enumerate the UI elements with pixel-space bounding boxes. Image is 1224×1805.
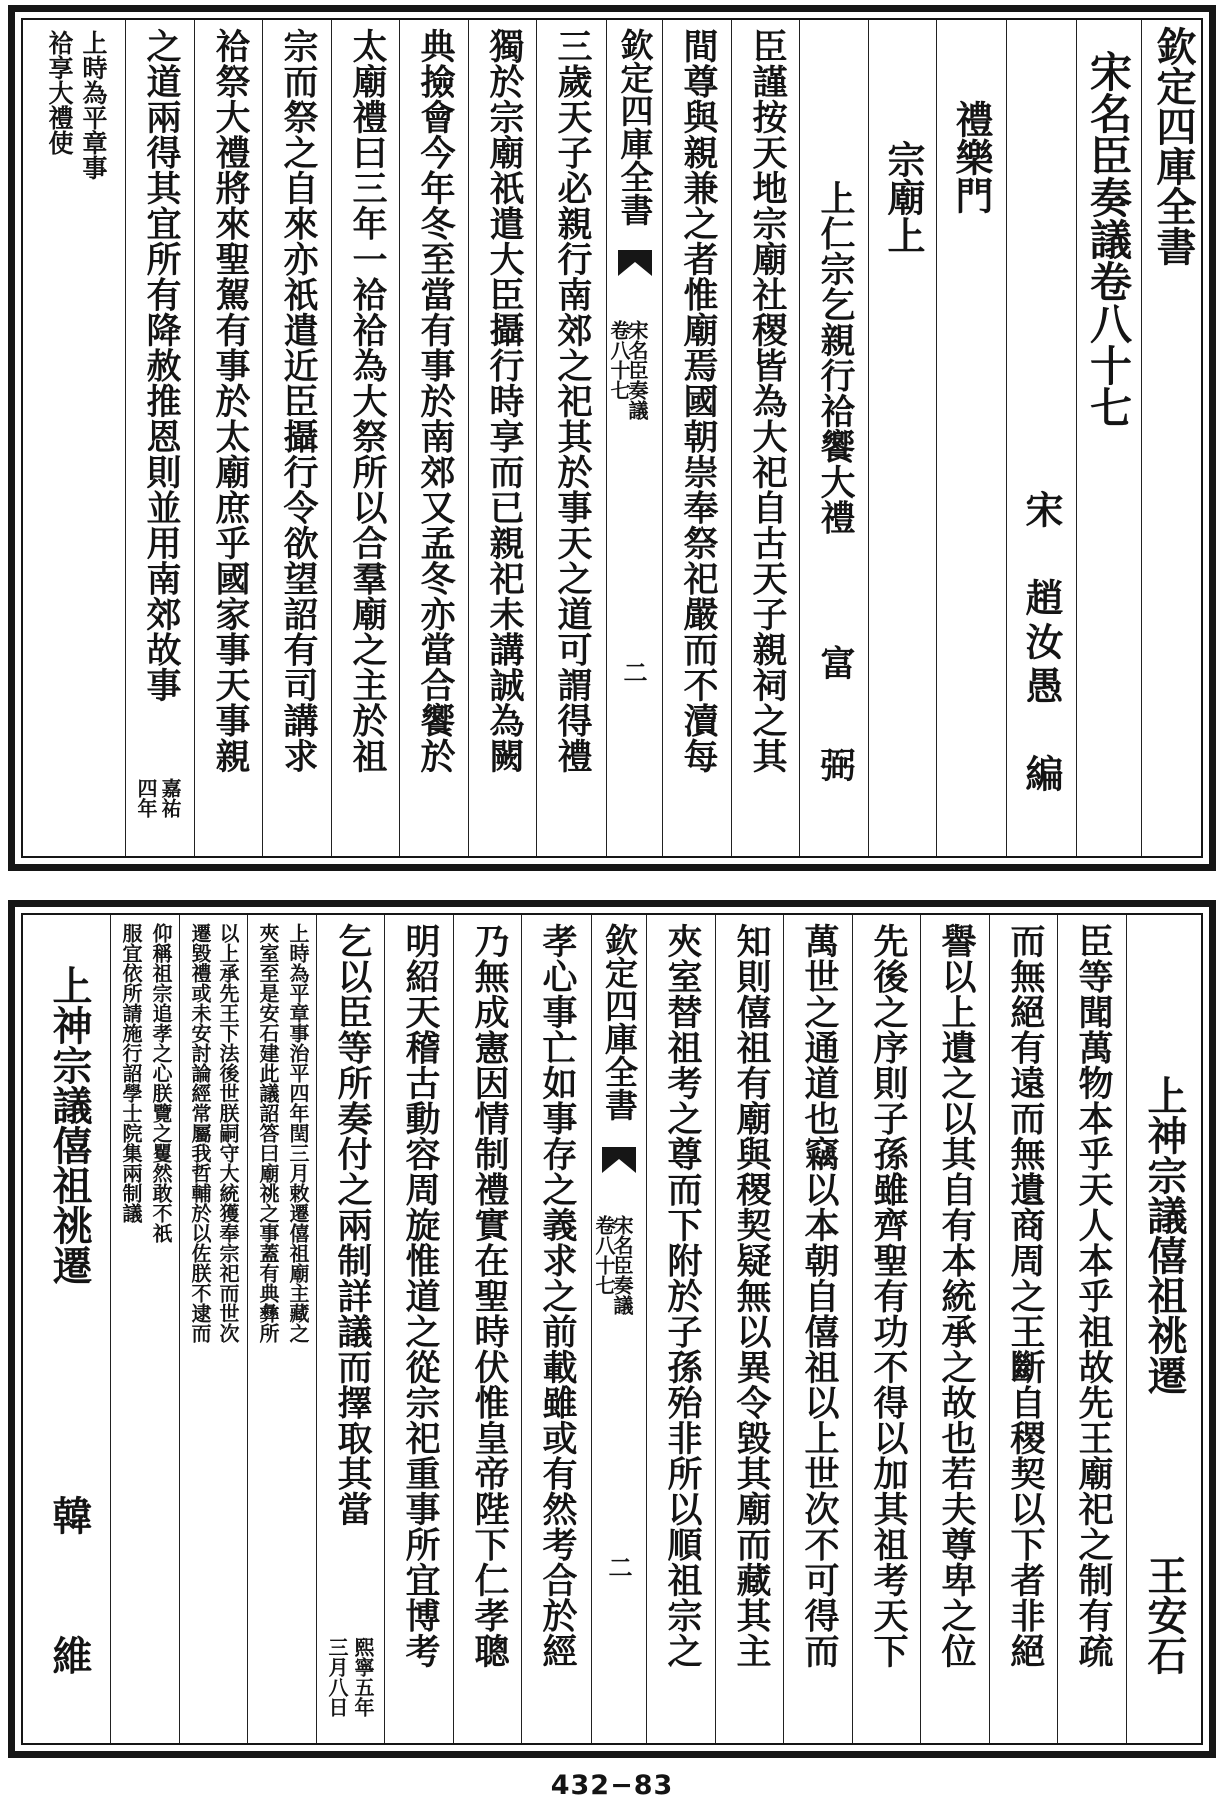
text-column <box>664 20 730 856</box>
text-column <box>333 20 398 856</box>
text-line: 宗而祭之自來亦祇遣近臣攝行令欲望詔有司講求 <box>278 28 319 774</box>
center-fold <box>593 915 645 1743</box>
text-column <box>523 915 589 1743</box>
column-divider <box>783 915 784 1743</box>
column-divider <box>852 915 853 1743</box>
column-divider <box>662 20 663 856</box>
text-column <box>648 915 714 1743</box>
column-divider <box>262 20 263 856</box>
text-line: 三歲天子必親行南郊之祀其於事天之道可謂得禮 <box>552 28 593 774</box>
center-book-name: 宋名臣奏議 <box>610 1215 634 1315</box>
column-divider <box>194 20 195 856</box>
text-line: 臣等聞萬物本乎天人本乎祖故先王廟祀之制有疏 <box>1073 923 1114 1669</box>
column-divider <box>316 915 317 1743</box>
annotation-column <box>181 915 246 1743</box>
annotation-column <box>249 915 315 1743</box>
memorial-title-column <box>801 20 867 856</box>
text-column <box>401 20 467 856</box>
annotation-line: 遷毀禮或未安討論經常屬我哲輔於以佐朕不逮而 <box>188 923 212 1343</box>
text-line: 知則僖祖有廟與稷契疑無以異令毀其廟而藏其主 <box>731 923 772 1669</box>
text-column <box>386 915 452 1743</box>
text-line: 臣謹按天地宗廟社稷皆為大祀自古天子親祠之其 <box>747 28 788 774</box>
column-divider <box>989 915 990 1743</box>
memorial-author: 王安石 <box>1141 1555 1188 1675</box>
column-divider <box>125 20 126 856</box>
center-banner: 欽定四庫全書 <box>615 28 655 226</box>
center-banner: 欽定四庫全書 <box>600 923 639 1121</box>
column-divider <box>1076 20 1077 856</box>
center-volume: 卷八十七 <box>607 320 631 400</box>
text-line: 之道兩得其宜所有降赦推恩則並用南郊故事 <box>141 28 182 703</box>
text-column <box>991 915 1056 1743</box>
annotation-line: 祫享大禮使 <box>45 30 74 155</box>
column-divider <box>591 915 592 1743</box>
annotation-line: 上時為平章事治平四年閏三月敕遷僖祖廟主藏之 <box>286 923 310 1343</box>
category-column <box>938 20 1005 856</box>
note-column <box>29 20 123 856</box>
text-line: 祫祭大禮將來聖駕有事於太廟庶乎國家事天事親 <box>210 28 251 774</box>
text-line: 孝心事亡如事存之義求之前載雖或有然考合於經 <box>537 923 578 1669</box>
text-column <box>538 20 604 856</box>
text-column <box>470 20 535 856</box>
text-line: 譽以上遺之以其自有本統承之故也若夫尊卑之位 <box>936 923 977 1669</box>
page-number-footer: 432−83 <box>550 1770 674 1801</box>
column-divider <box>920 915 921 1743</box>
column-divider <box>715 915 716 1743</box>
center-book-name: 宋名臣奏議 <box>625 320 649 420</box>
text-column <box>733 20 798 856</box>
book-title: 宋名臣奏議卷八十七 <box>1084 50 1133 428</box>
column-divider <box>1057 915 1058 1743</box>
column-divider <box>468 20 469 856</box>
page-top-body <box>23 20 1201 856</box>
text-column <box>1059 915 1125 1743</box>
text-column <box>785 915 851 1743</box>
next-memorial-column <box>29 915 109 1743</box>
text-column <box>196 20 261 856</box>
memorial-title: 上神宗議僖祖祧遷 <box>1141 1075 1188 1395</box>
text-line: 乃無成憲因情制禮實在聖時伏惟皇帝陛下仁孝聰 <box>469 923 510 1669</box>
text-column <box>854 915 919 1743</box>
text-column <box>318 915 383 1743</box>
text-line: 而無絕有遠而無遺商周之王斷自稷契以下者非絕 <box>1005 923 1046 1669</box>
collection-title: 欽定四庫全書 <box>1150 26 1197 266</box>
fishtail-mark-icon <box>602 1147 636 1173</box>
column-divider <box>731 20 732 856</box>
column-divider <box>247 915 248 1743</box>
column-divider <box>521 915 522 1743</box>
column-divider <box>399 20 400 856</box>
center-page-number: 二 <box>604 1555 633 1579</box>
date-note: 四年 <box>134 778 158 818</box>
subcategory-column <box>870 20 936 856</box>
column-divider <box>1126 915 1127 1743</box>
text-line: 明紹天稽古動容周旋惟道之從宗祀重事所宜博考 <box>400 923 441 1669</box>
column-divider <box>1006 20 1007 856</box>
annotation-column <box>112 915 178 1743</box>
text-line: 典撿會今年冬至當有事於南郊又孟冬亦當合饗於 <box>415 28 456 774</box>
author-column <box>1008 20 1075 856</box>
text-column <box>455 915 520 1743</box>
date-note: 三月八日 <box>325 1637 349 1717</box>
text-line: 先後之序則子孫雖齊聖有功不得以加其祖考天下 <box>868 923 909 1669</box>
annotation-line: 服宜依所請施行詔學士院集兩制議 <box>119 923 143 1223</box>
annotation-line: 以上承先王下法後世朕嗣守大統獲奉宗祀而世次 <box>216 923 240 1343</box>
column-divider <box>606 20 607 856</box>
column-divider <box>799 20 800 856</box>
document-page-top <box>8 5 1216 871</box>
text-line: 乞以臣等所奏付之兩制詳議而擇取其當 <box>332 923 373 1527</box>
column-divider <box>1141 20 1142 856</box>
annotation-line: 上時為平章事 <box>79 30 108 180</box>
text-line: 夾室替祖考之尊而下附於子孫殆非所以順祖宗之 <box>662 923 703 1669</box>
date-note: 熙寧五年 <box>351 1637 375 1717</box>
memorial-title: 上仁宗乞親行祫饗大禮 <box>815 180 856 535</box>
top-title-column <box>1143 20 1203 856</box>
column-divider <box>384 915 385 1743</box>
fishtail-mark-icon <box>618 250 652 276</box>
column-divider <box>331 20 332 856</box>
date-note: 嘉祐 <box>158 778 182 818</box>
column-divider <box>536 20 537 856</box>
column-divider <box>179 915 180 1743</box>
memorial-author: 富 弼 <box>815 645 856 798</box>
page-bottom-body <box>23 915 1201 1743</box>
text-column <box>264 20 330 856</box>
text-line: 太廟禮曰三年一祫祫為大祭所以合羣廟之主於祖 <box>347 28 388 774</box>
text-line: 間尊與親兼之者惟廟焉國朝崇奉祭祀嚴而不瀆每 <box>678 28 719 774</box>
column-divider <box>646 915 647 1743</box>
text-column <box>717 915 782 1743</box>
memorial-title-column <box>1128 915 1203 1743</box>
text-line: 萬世之通道也竊以本朝自僖祖以上世次不可得而 <box>799 923 840 1669</box>
subcategory-heading: 宗廟上 <box>881 140 926 254</box>
text-column <box>127 20 193 856</box>
compiler-name: 宋 趙汝愚 編 <box>1019 490 1064 798</box>
next-memorial-author: 韓 維 <box>46 1495 93 1705</box>
annotation-line: 仰稱祖宗追孝之心朕覽之矍然敢不祇 <box>149 923 173 1243</box>
column-divider <box>110 915 111 1743</box>
center-page-number: 二 <box>619 660 648 684</box>
column-divider <box>936 20 937 856</box>
annotation-line: 夾室至是安石建此議詔答曰廟祧之事蓋有典彝所 <box>256 923 280 1343</box>
next-memorial-title: 上神宗議僖祖祧遷 <box>46 965 93 1285</box>
text-column <box>922 915 988 1743</box>
column-divider <box>453 915 454 1743</box>
book-title-column <box>1078 20 1140 856</box>
document-page-bottom <box>8 900 1216 1758</box>
center-volume: 卷八十七 <box>592 1215 616 1295</box>
center-fold <box>608 20 661 856</box>
category-heading: 禮樂門 <box>949 100 994 214</box>
column-divider <box>868 20 869 856</box>
text-line: 獨於宗廟祇遣大臣攝行時享而已親祀未講誠為闕 <box>484 28 525 774</box>
